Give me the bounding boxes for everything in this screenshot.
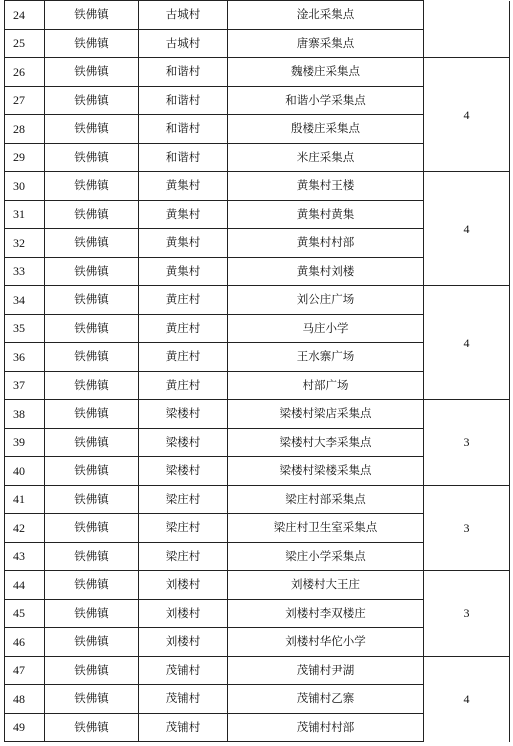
row-number: 44 [5, 571, 45, 600]
collection-point-cell: 殷楼庄采集点 [228, 115, 424, 144]
village-cell: 刘楼村 [139, 571, 228, 600]
town-cell: 铁佛镇 [45, 371, 139, 400]
row-number: 33 [5, 257, 45, 286]
town-cell: 铁佛镇 [45, 457, 139, 486]
village-cell: 茂铺村 [139, 713, 228, 742]
table-row [5, 400, 510, 429]
table-row [5, 58, 510, 87]
collection-point-cell: 刘公庄广场 [228, 286, 424, 315]
town-cell: 铁佛镇 [45, 29, 139, 58]
town-cell: 铁佛镇 [45, 599, 139, 628]
collection-points-table [4, 0, 510, 742]
village-cell: 和谐村 [139, 115, 228, 144]
town-cell: 铁佛镇 [45, 400, 139, 429]
row-number: 40 [5, 457, 45, 486]
collection-point-cell: 淦北采集点 [228, 1, 424, 30]
row-number: 35 [5, 314, 45, 343]
village-cell: 梁楼村 [139, 457, 228, 486]
count-cell-lianglou: 3 [424, 400, 510, 486]
village-cell: 刘楼村 [139, 628, 228, 657]
table-row [5, 172, 510, 201]
row-number: 24 [5, 1, 45, 30]
collection-point-cell: 王水寨广场 [228, 343, 424, 372]
row-number: 37 [5, 371, 45, 400]
town-cell: 铁佛镇 [45, 571, 139, 600]
village-cell: 古城村 [139, 1, 228, 30]
village-cell: 黄集村 [139, 229, 228, 258]
table-row [5, 485, 510, 514]
village-cell: 茂铺村 [139, 685, 228, 714]
row-number: 47 [5, 656, 45, 685]
village-cell: 黄庄村 [139, 371, 228, 400]
village-cell: 黄庄村 [139, 286, 228, 315]
town-cell: 铁佛镇 [45, 200, 139, 229]
table-row [5, 656, 510, 685]
collection-point-cell: 唐寨采集点 [228, 29, 424, 58]
row-number: 32 [5, 229, 45, 258]
collection-point-cell: 黄集村黄集 [228, 200, 424, 229]
town-cell: 铁佛镇 [45, 86, 139, 115]
collection-point-cell: 黄集村王楼 [228, 172, 424, 201]
collection-point-cell: 梁庄小学采集点 [228, 542, 424, 571]
village-cell: 刘楼村 [139, 599, 228, 628]
village-cell: 黄集村 [139, 200, 228, 229]
town-cell: 铁佛镇 [45, 229, 139, 258]
row-number: 49 [5, 713, 45, 742]
row-number: 41 [5, 485, 45, 514]
row-number: 30 [5, 172, 45, 201]
town-cell: 铁佛镇 [45, 343, 139, 372]
collection-point-cell: 刘楼村华佗小学 [228, 628, 424, 657]
town-cell: 铁佛镇 [45, 143, 139, 172]
village-cell: 梁楼村 [139, 428, 228, 457]
village-cell: 梁庄村 [139, 542, 228, 571]
town-cell: 铁佛镇 [45, 713, 139, 742]
row-number: 39 [5, 428, 45, 457]
collection-point-cell: 黄集村村部 [228, 229, 424, 258]
village-cell: 和谐村 [139, 143, 228, 172]
village-cell: 梁庄村 [139, 485, 228, 514]
count-cell-liangzhuang: 3 [424, 485, 510, 571]
village-cell: 梁楼村 [139, 400, 228, 429]
row-number: 38 [5, 400, 45, 429]
count-cell-huangji: 4 [424, 172, 510, 286]
collection-point-cell: 茂铺村尹湖 [228, 656, 424, 685]
collection-point-cell: 马庄小学 [228, 314, 424, 343]
town-cell: 铁佛镇 [45, 685, 139, 714]
village-cell: 茂铺村 [139, 656, 228, 685]
town-cell: 铁佛镇 [45, 514, 139, 543]
town-cell: 铁佛镇 [45, 115, 139, 144]
row-number: 42 [5, 514, 45, 543]
town-cell: 铁佛镇 [45, 485, 139, 514]
town-cell: 铁佛镇 [45, 1, 139, 30]
collection-point-cell: 茂铺村村部 [228, 713, 424, 742]
collection-point-cell: 梁庄村卫生室采集点 [228, 514, 424, 543]
collection-point-cell: 茂铺村乙寨 [228, 685, 424, 714]
town-cell: 铁佛镇 [45, 542, 139, 571]
collection-point-cell: 和谐小学采集点 [228, 86, 424, 115]
row-number: 45 [5, 599, 45, 628]
village-cell: 黄集村 [139, 172, 228, 201]
town-cell: 铁佛镇 [45, 257, 139, 286]
collection-point-cell: 村部广场 [228, 371, 424, 400]
count-cell-huangzhuang: 4 [424, 286, 510, 400]
village-cell: 梁庄村 [139, 514, 228, 543]
row-number: 29 [5, 143, 45, 172]
village-cell: 黄庄村 [139, 314, 228, 343]
row-number: 31 [5, 200, 45, 229]
row-number: 48 [5, 685, 45, 714]
collection-point-cell: 梁楼村梁店采集点 [228, 400, 424, 429]
collection-point-cell: 米庄采集点 [228, 143, 424, 172]
row-number: 34 [5, 286, 45, 315]
village-cell: 黄集村 [139, 257, 228, 286]
collection-point-cell: 魏楼庄采集点 [228, 58, 424, 87]
town-cell: 铁佛镇 [45, 428, 139, 457]
row-number: 27 [5, 86, 45, 115]
table-row [5, 571, 510, 600]
town-cell: 铁佛镇 [45, 58, 139, 87]
town-cell: 铁佛镇 [45, 314, 139, 343]
row-number: 43 [5, 542, 45, 571]
town-cell: 铁佛镇 [45, 628, 139, 657]
collection-point-cell: 黄集村刘楼 [228, 257, 424, 286]
row-number: 36 [5, 343, 45, 372]
town-cell: 铁佛镇 [45, 286, 139, 315]
collection-point-cell: 刘楼村大王庄 [228, 571, 424, 600]
collection-point-cell: 梁庄村部采集点 [228, 485, 424, 514]
collection-point-cell: 梁楼村大李采集点 [228, 428, 424, 457]
town-cell: 铁佛镇 [45, 656, 139, 685]
count-cell-maopu: 4 [424, 656, 510, 742]
collection-point-cell: 刘楼村李双楼庄 [228, 599, 424, 628]
table-row [5, 1, 510, 30]
collection-point-cell: 梁楼村梁楼采集点 [228, 457, 424, 486]
table-row [5, 286, 510, 315]
village-cell: 和谐村 [139, 86, 228, 115]
count-cell-gucheng [424, 1, 510, 58]
village-cell: 黄庄村 [139, 343, 228, 372]
row-number: 28 [5, 115, 45, 144]
village-cell: 古城村 [139, 29, 228, 58]
village-cell: 和谐村 [139, 58, 228, 87]
row-number: 26 [5, 58, 45, 87]
row-number: 46 [5, 628, 45, 657]
count-cell-hexie: 4 [424, 58, 510, 172]
town-cell: 铁佛镇 [45, 172, 139, 201]
row-number: 25 [5, 29, 45, 58]
count-cell-liulou: 3 [424, 571, 510, 657]
